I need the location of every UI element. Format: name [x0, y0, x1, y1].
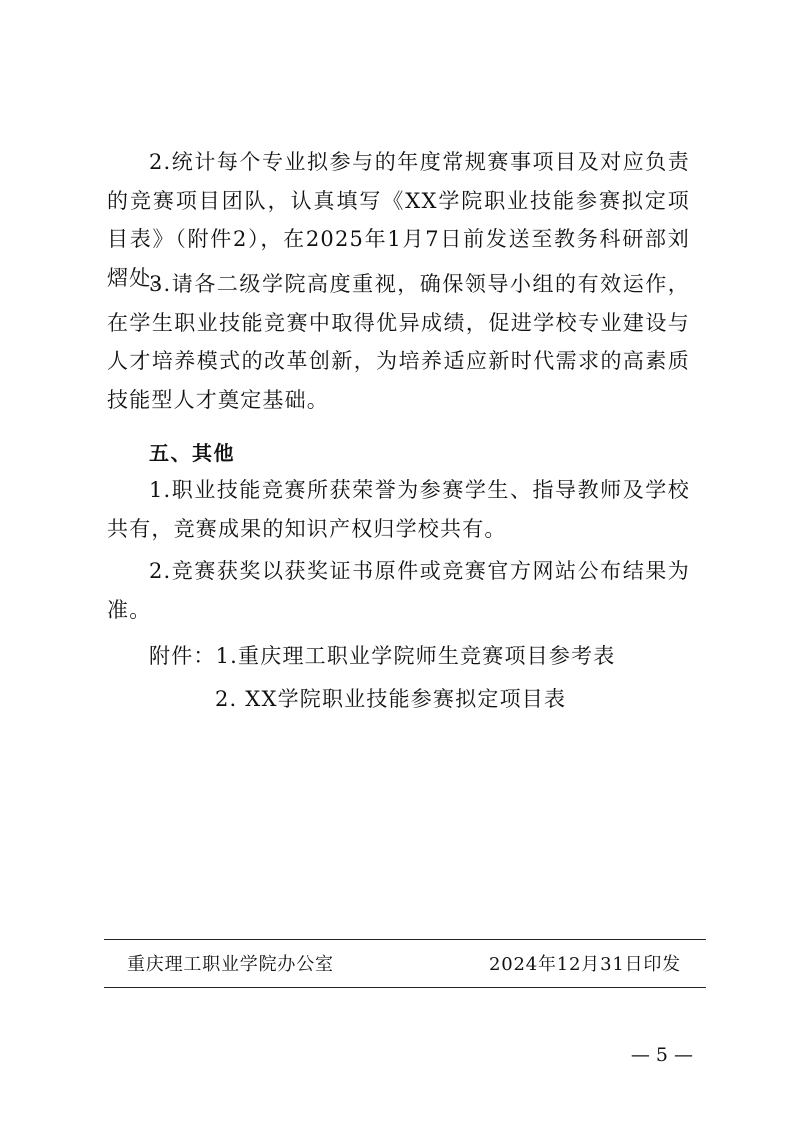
paragraph-item-3: 3.请各二级学院高度重视，确保领导小组的有效运作，在学生职业技能竞赛中取得优异成绩，促进学校专业建设与人才培养模式的改革创新，为培养适应新时代需求的高素质技能型人才奠定基础。	[107, 272, 690, 412]
footer-date: 2024年12月31日印发	[488, 954, 681, 975]
attachment-label: 附件：	[149, 644, 216, 668]
paragraph-other-item-1: 1.职业技能竞赛所获荣誉为参赛学生、指导教师及学校共有，竞赛成果的知识产权归学校共有。	[107, 478, 690, 541]
attachment-line-1	[149, 637, 615, 675]
paragraph-other-item-2: 2.竞赛获奖以获奖证书原件或竞赛官方网站公布结果为准。	[107, 559, 690, 622]
footer-issuer: 重庆理工职业学院办公室	[127, 954, 334, 975]
attachment-item-2: 2. XX学院职业技能参赛拟定项目表	[215, 687, 567, 711]
footer-top-rule	[104, 939, 706, 940]
page-number: — 5 —	[630, 1044, 693, 1066]
section-heading-other: 五、其他	[149, 441, 235, 465]
attachment-item-1: 1.重庆理工职业学院师生竞赛项目参考表	[215, 644, 616, 668]
paragraph-item-2: 2.统计每个专业拟参与的年度常规赛事项目及对应负责的竞赛项目团队，认真填写《XX学院职业技能参赛拟定项目表》（附件2），在2025年1月7日前发送至教务科研部刘熠处。	[107, 150, 690, 290]
footer-bottom-rule	[104, 987, 706, 988]
